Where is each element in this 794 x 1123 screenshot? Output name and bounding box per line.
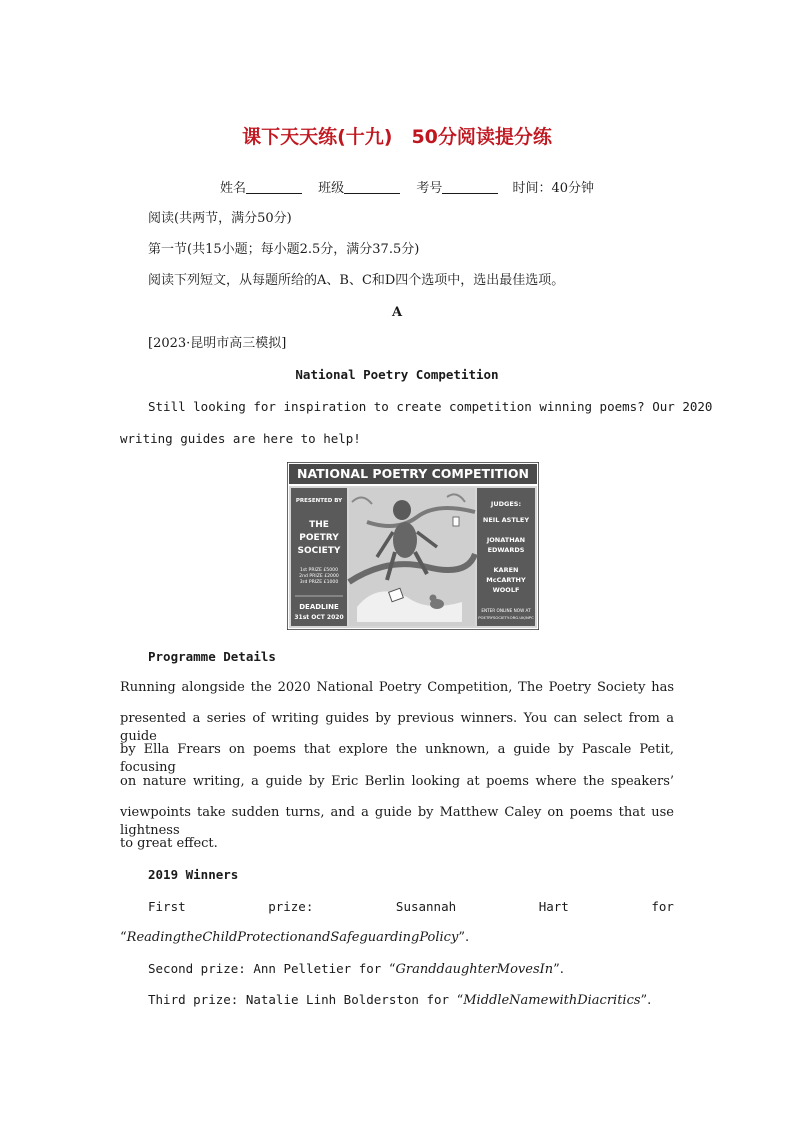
first-prize-line bbox=[148, 898, 674, 916]
number-blank[interactable] bbox=[442, 179, 498, 194]
reading-instruction: 阅读(共两节，满分50分) bbox=[148, 211, 292, 226]
class-label: 班级 bbox=[318, 181, 345, 196]
second-prize-title: GranddaughterMovesIn bbox=[395, 962, 554, 977]
poster-judge-2a: JONATHAN bbox=[486, 536, 526, 544]
first-prize-word-5: for bbox=[651, 899, 674, 914]
passage-letter: A bbox=[391, 305, 403, 320]
poster-judges-label: JUDGES: bbox=[490, 500, 522, 508]
poster-society-1: THE bbox=[309, 520, 329, 530]
second-prize-line: Second prize: Ann Pelletier for “GranddaughterMovesIn”. bbox=[148, 961, 564, 977]
first-prize-title: ReadingtheChildProtectionandSafeguardingPolicy bbox=[126, 930, 459, 945]
winners-heading: 2019 Winners bbox=[148, 867, 239, 882]
directions: 阅读下列短文，从每题所给的A、B、C和D四个选项中，选出最佳选项。 bbox=[148, 273, 565, 288]
poster-judge-2b: EDWARDS bbox=[487, 546, 525, 554]
poster-enter-online: ENTER ONLINE NOW AT bbox=[481, 608, 531, 613]
poster-judge-3c: WOOLF bbox=[492, 586, 520, 594]
poster-judge-1: NEIL ASTLEY bbox=[482, 516, 530, 524]
programme-line-3: by Ella Frears on poems that explore the unknown, a guide by Pascale Petit, focusing bbox=[120, 742, 674, 775]
poster-prize-1: 1st PRIZE £5000 bbox=[299, 568, 339, 573]
programme-heading: Programme Details bbox=[148, 649, 276, 664]
first-prize-word-1: First bbox=[148, 899, 186, 914]
programme-line-5: viewpoints take sudden turns, and a guide by Matthew Caley on poems that use lightness bbox=[120, 805, 674, 838]
poster-judge-3a: KAREN bbox=[493, 566, 519, 574]
poster-presented-by: PRESENTED BY bbox=[295, 498, 343, 504]
passage-source: [2023·昆明市高三模拟] bbox=[148, 336, 287, 351]
class-blank[interactable] bbox=[344, 179, 400, 194]
first-prize-word-2: prize: bbox=[268, 899, 314, 914]
programme-line-1: Running alongside the 2020 National Poetry Competition, The Poetry Society has bbox=[120, 680, 674, 695]
poster-prize-3: 3rd PRIZE £1000 bbox=[299, 580, 339, 585]
name-label: 姓名 bbox=[220, 181, 247, 196]
third-prize-line: Third prize: Natalie Linh Bolderston for “MiddleNamewithDiacritics”. bbox=[148, 992, 652, 1008]
intro-line-2: writing guides are here to help! bbox=[120, 431, 361, 446]
poster-deadline-date: 31st OCT 2020 bbox=[294, 614, 344, 621]
poster-deadline-label: DEADLINE bbox=[299, 603, 339, 611]
third-prize-title: MiddleNamewithDiacritics bbox=[463, 993, 641, 1008]
poster-image bbox=[287, 462, 539, 630]
poster-illustration bbox=[349, 488, 475, 626]
intro-line-1: Still looking for inspiration to create competition winning poems? Our 2020 bbox=[148, 399, 713, 414]
poster-website: POETRYSOCIETY.ORG.UK/NPC bbox=[478, 615, 534, 620]
programme-line-4: on nature writing, a guide by Eric Berlin looking at poems where the speakers’ bbox=[120, 774, 674, 789]
first-prize-word-4: Hart bbox=[538, 899, 569, 914]
third-prize-prefix: Third prize: Natalie Linh Bolderston for bbox=[148, 992, 457, 1007]
first-prize-word-3: Susannah bbox=[395, 899, 457, 914]
poster-prize-2: 2nd PRIZE £2000 bbox=[299, 574, 339, 579]
programme-line-2: presented a series of writing guides by previous winners. You can select from a guide bbox=[120, 711, 674, 744]
section1-instruction: 第一节(共15小题；每小题2.5分，满分37.5分) bbox=[148, 242, 420, 257]
poster-judge-3b: McCARTHY bbox=[486, 576, 526, 584]
number-label: 考号 bbox=[416, 181, 443, 196]
name-blank[interactable] bbox=[246, 179, 302, 194]
first-prize-title-line: “ReadingtheChildProtectionandSafeguardingPolicy”. bbox=[120, 930, 470, 945]
second-prize-prefix: Second prize: Ann Pelletier for bbox=[148, 961, 389, 976]
passage-heading: National Poetry Competition bbox=[295, 367, 499, 382]
student-info-line bbox=[220, 179, 594, 198]
time-label: 时间：40分钟 bbox=[512, 181, 595, 196]
programme-line-6: to great effect. bbox=[120, 836, 218, 851]
poster-society-3: SOCIETY bbox=[297, 546, 341, 556]
page-title: 课下天天练(十九) 50分阅读提分练 bbox=[242, 126, 552, 148]
poster-society-2: POETRY bbox=[299, 533, 339, 543]
poster-banner: NATIONAL POETRY COMPETITION bbox=[296, 466, 530, 481]
